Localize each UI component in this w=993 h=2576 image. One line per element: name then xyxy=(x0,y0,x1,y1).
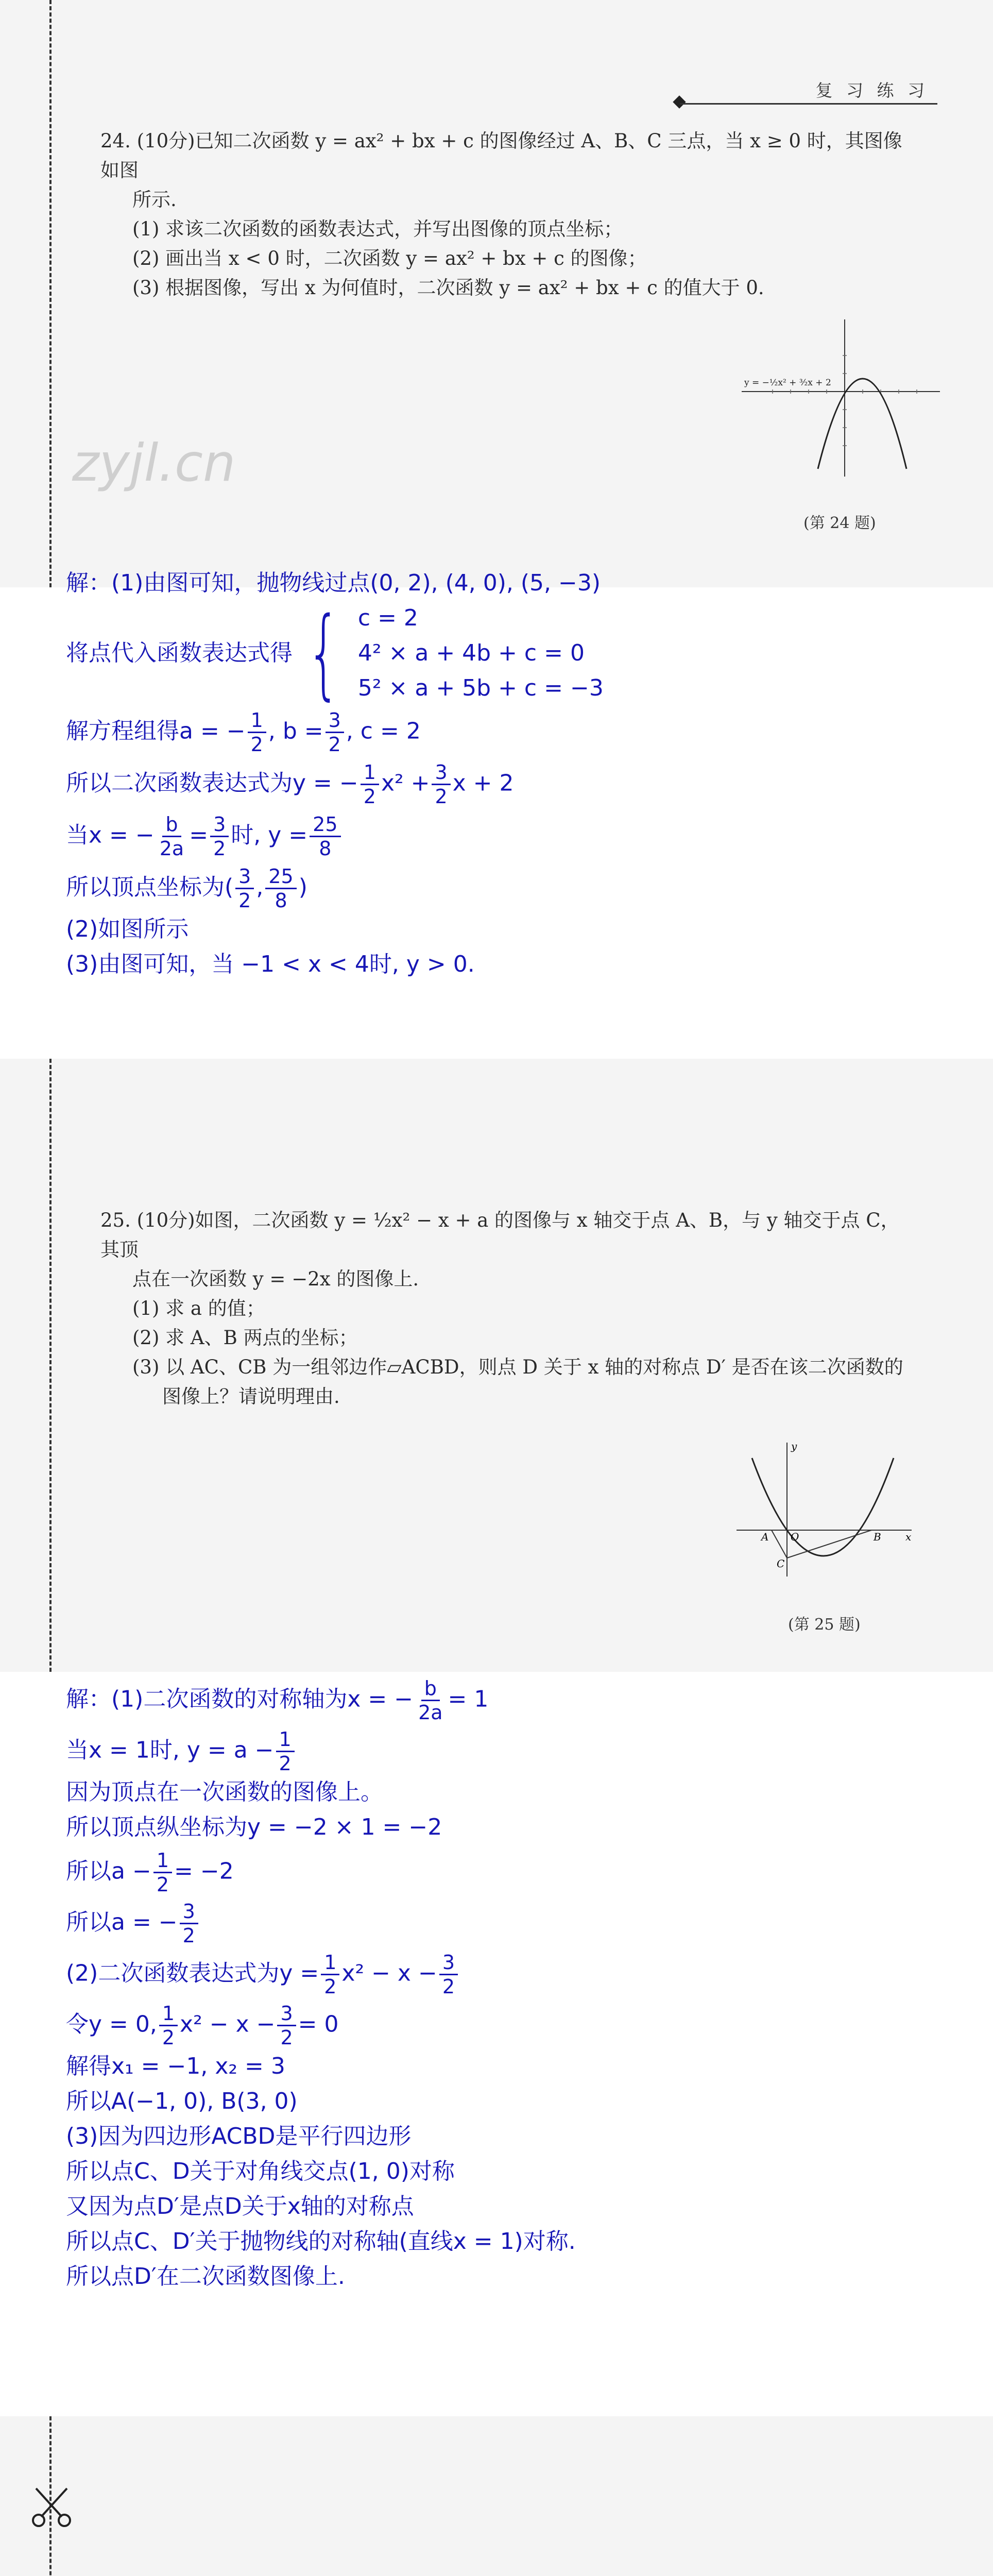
q25-line-2: 点在一次函数 y = −2x 的图像上. xyxy=(132,1268,419,1290)
q24-graph-label: y = −½x² + ³⁄₂x + 2 xyxy=(744,378,831,388)
fraction xyxy=(276,1728,295,1775)
fraction xyxy=(432,761,450,808)
q25-label-b: B xyxy=(874,1531,881,1543)
fraction-denominator: 2 xyxy=(213,837,226,860)
equation-system xyxy=(293,596,604,710)
q25-line-3: (1) 求 a 的值； xyxy=(132,1297,265,1319)
fraction-numerator: 1 xyxy=(276,1728,295,1752)
a24-row-1: 解：(1)由图可知，抛物线过点(0, 2), (4, 0), (5, −3) xyxy=(66,570,601,596)
a24-r3-mid: , b = xyxy=(268,718,323,744)
a24-r5-text: 当x = − xyxy=(66,822,155,849)
fraction-numerator: b xyxy=(421,1677,440,1701)
a24-row-7: (2)如图所示 xyxy=(66,916,189,942)
q24-caption: (第 24 题) xyxy=(803,514,876,532)
fraction-numerator: 3 xyxy=(439,1951,458,1975)
q25-label-c: C xyxy=(777,1557,785,1570)
fraction-numerator: 3 xyxy=(235,865,254,889)
fraction-denominator: 2 xyxy=(182,1924,195,1947)
a25-row-2 xyxy=(66,1728,962,1775)
a25-row-12: 所以点C、D关于对角线交点(1, 0)对称 xyxy=(66,2158,455,2184)
fraction-denominator: 2 xyxy=(279,1752,292,1775)
q24-line-2: 所示. xyxy=(132,189,177,211)
a24-r3-end: , c = 2 xyxy=(346,718,421,744)
a25-r8-text: 令y = 0, xyxy=(66,2011,157,2038)
fraction xyxy=(157,813,187,860)
a24-row-8: (3)由图可知，当 −1 < x < 4时, y > 0. xyxy=(66,951,475,977)
fraction-numerator: 3 xyxy=(326,709,344,733)
fraction xyxy=(326,709,344,756)
a24-row-6 xyxy=(66,865,962,912)
q25-caption: (第 25 题) xyxy=(788,1616,861,1634)
a25-r7-mid: x² − x − xyxy=(341,1960,437,1987)
q24-parabola xyxy=(818,379,906,469)
q25-line-5: (3) 以 AC、CB 为一组邻边作▱ACBD，则点 D 关于 x 轴的对称点 D′ 是否在该二次函数的 xyxy=(132,1356,903,1378)
fraction-denominator: 2 xyxy=(238,889,251,912)
cut-line-middle xyxy=(49,1059,52,1672)
answer-24 xyxy=(66,566,962,982)
fraction xyxy=(235,865,254,912)
a25-row-9: 解得x₁ = −1, x₂ = 3 xyxy=(66,2053,285,2079)
a24-r6-mid: , xyxy=(256,874,264,901)
fraction-denominator: 2 xyxy=(324,1975,337,1998)
a25-r8-mid: x² − x − xyxy=(180,2011,276,2038)
q25-parabola xyxy=(752,1458,894,1556)
q24-line-4: (2) 画出当 x < 0 时，二次函数 y = ax² + bx + c 的图像； xyxy=(132,247,647,269)
q24-line-3: (1) 求该二次函数的函数表达式，并写出图像的顶点坐标； xyxy=(132,218,623,240)
a25-r5-text: 所以a − xyxy=(66,1858,151,1885)
a25-row-10: 所以A(−1, 0), B(3, 0) xyxy=(66,2088,298,2114)
fraction xyxy=(321,1951,339,1998)
a25-row-1 xyxy=(66,1677,962,1724)
question-25-text xyxy=(100,1206,916,1411)
q24-graph xyxy=(742,314,943,479)
q25-line-6: 图像上？请说明理由. xyxy=(162,1385,340,1408)
q25-label-a: A xyxy=(761,1531,769,1543)
system-eq-1: c = 2 xyxy=(357,605,418,631)
q25-line-4: (2) 求 A、B 两点的坐标； xyxy=(132,1327,358,1349)
q25-label-x: x xyxy=(905,1531,912,1543)
fraction-numerator: 3 xyxy=(432,761,450,785)
a24-r5-mid: = xyxy=(189,822,209,849)
a24-row-3 xyxy=(66,709,962,756)
fraction xyxy=(415,1677,446,1724)
a25-row-8 xyxy=(66,2002,962,2049)
q25-label-o: O xyxy=(791,1531,799,1543)
fraction-denominator: 2 xyxy=(156,1873,169,1896)
fraction xyxy=(310,813,340,860)
a25-row-13: 又因为点D′是点D关于x轴的对称点 xyxy=(66,2193,414,2219)
a25-r6-text: 所以a = − xyxy=(66,1909,178,1936)
a25-r1-text: 解：(1)二次函数的对称轴为x = − xyxy=(66,1686,414,1713)
footer-panel xyxy=(0,2416,993,2576)
q25-graph xyxy=(731,1437,917,1582)
fraction xyxy=(361,761,379,808)
fraction xyxy=(180,1900,198,1947)
section-header: 复 习 练 习 xyxy=(815,80,929,100)
fraction xyxy=(265,865,296,912)
a25-row-14: 所以点C、D′关于抛物线的对称轴(直线x = 1)对称. xyxy=(66,2228,576,2255)
fraction xyxy=(159,2002,178,2049)
brace-icon: { xyxy=(306,596,341,710)
a24-r4-end: x + 2 xyxy=(452,770,514,796)
fraction-denominator: 2 xyxy=(328,733,341,756)
a25-r5-end: = −2 xyxy=(174,1858,234,1885)
system-eq-3: 5² × a + 5b + c = −3 xyxy=(357,675,604,701)
q25-label-y: y xyxy=(791,1440,797,1452)
a25-row-7 xyxy=(66,1951,962,1998)
fraction-numerator: b xyxy=(162,813,181,837)
watermark: zyjl.cn xyxy=(72,433,236,493)
a25-row-4: 所以顶点纵坐标为y = −2 × 1 = −2 xyxy=(66,1814,442,1840)
a25-row-6 xyxy=(66,1900,962,1947)
a25-row-3: 因为顶点在一次函数的图像上。 xyxy=(66,1779,383,1805)
a24-r6-text: 所以顶点坐标为( xyxy=(66,874,234,901)
q24-line-5: (3) 根据图像，写出 x 为何值时，二次函数 y = ax² + bx + c 的值大于 0. xyxy=(132,277,764,299)
header-rule xyxy=(680,103,937,105)
fraction-numerator: 1 xyxy=(321,1951,339,1975)
system-eq-2: 4² × a + 4b + c = 0 xyxy=(357,640,585,666)
a25-r1-end: = 1 xyxy=(448,1686,489,1713)
q25-line-1: 25. (10分)如图，二次函数 y = ½x² − x + a 的图像与 x 轴交于点 A、B，与 y 轴交于点 C，其顶 xyxy=(100,1209,900,1261)
fraction-denominator: 2 xyxy=(435,785,448,808)
fraction xyxy=(210,813,229,860)
a25-r2-text: 当x = 1时, y = a − xyxy=(66,1737,274,1764)
fraction-denominator: 2 xyxy=(363,785,376,808)
a25-r8-end: = 0 xyxy=(298,2011,339,2038)
a25-row-11: (3)因为四边形ACBD是平行四边形 xyxy=(66,2123,412,2149)
a24-r3-text: 解方程组得a = − xyxy=(66,718,246,744)
fraction-denominator: 8 xyxy=(275,889,287,912)
a24-r4-mid: x² + xyxy=(381,770,430,796)
fraction-denominator: 2 xyxy=(280,2026,293,2049)
fraction-denominator: 2 xyxy=(250,733,263,756)
a25-row-5 xyxy=(66,1849,962,1896)
a24-row-5 xyxy=(66,813,962,860)
a25-row-15: 所以点D′在二次函数图像上. xyxy=(66,2263,345,2290)
a24-r4-text: 所以二次函数表达式为y = − xyxy=(66,770,358,796)
a24-row-2-text: 将点代入函数表达式得 xyxy=(66,640,293,666)
fraction-denominator: 2 xyxy=(162,2026,175,2049)
fraction-numerator: 3 xyxy=(210,813,229,837)
fraction-denominator: 2 xyxy=(442,1975,455,1998)
fraction xyxy=(153,1849,172,1896)
fraction-denominator: 2a xyxy=(418,1701,443,1724)
fraction-numerator: 3 xyxy=(277,2002,296,2026)
fraction-numerator: 1 xyxy=(159,2002,178,2026)
fraction-numerator: 1 xyxy=(248,709,266,733)
a24-row-2 xyxy=(66,596,962,710)
a24-row-4 xyxy=(66,761,962,808)
a24-r6-end: ) xyxy=(298,874,307,901)
fraction xyxy=(248,709,266,756)
question-24-text xyxy=(100,126,916,302)
fraction-denominator: 8 xyxy=(319,837,332,860)
fraction-numerator: 1 xyxy=(361,761,379,785)
fraction-numerator: 25 xyxy=(310,813,340,837)
answer-25 xyxy=(66,1677,962,2294)
a25-r7-text: (2)二次函数表达式为y = xyxy=(66,1960,319,1987)
fraction xyxy=(439,1951,458,1998)
fraction-numerator: 3 xyxy=(180,1900,198,1924)
q24-line-1: 24. (10分)已知二次函数 y = ax² + bx + c 的图像经过 A、B、C 三点，当 x ≥ 0 时，其图像如图 xyxy=(100,130,902,181)
fraction-numerator: 25 xyxy=(265,865,296,889)
a24-r5-mid2: 时, y = xyxy=(231,822,308,849)
cut-line-top xyxy=(49,0,52,587)
fraction-numerator: 1 xyxy=(153,1849,172,1873)
fraction xyxy=(277,2002,296,2049)
fraction-denominator: 2a xyxy=(159,837,184,860)
scissors-icon xyxy=(28,2483,75,2530)
